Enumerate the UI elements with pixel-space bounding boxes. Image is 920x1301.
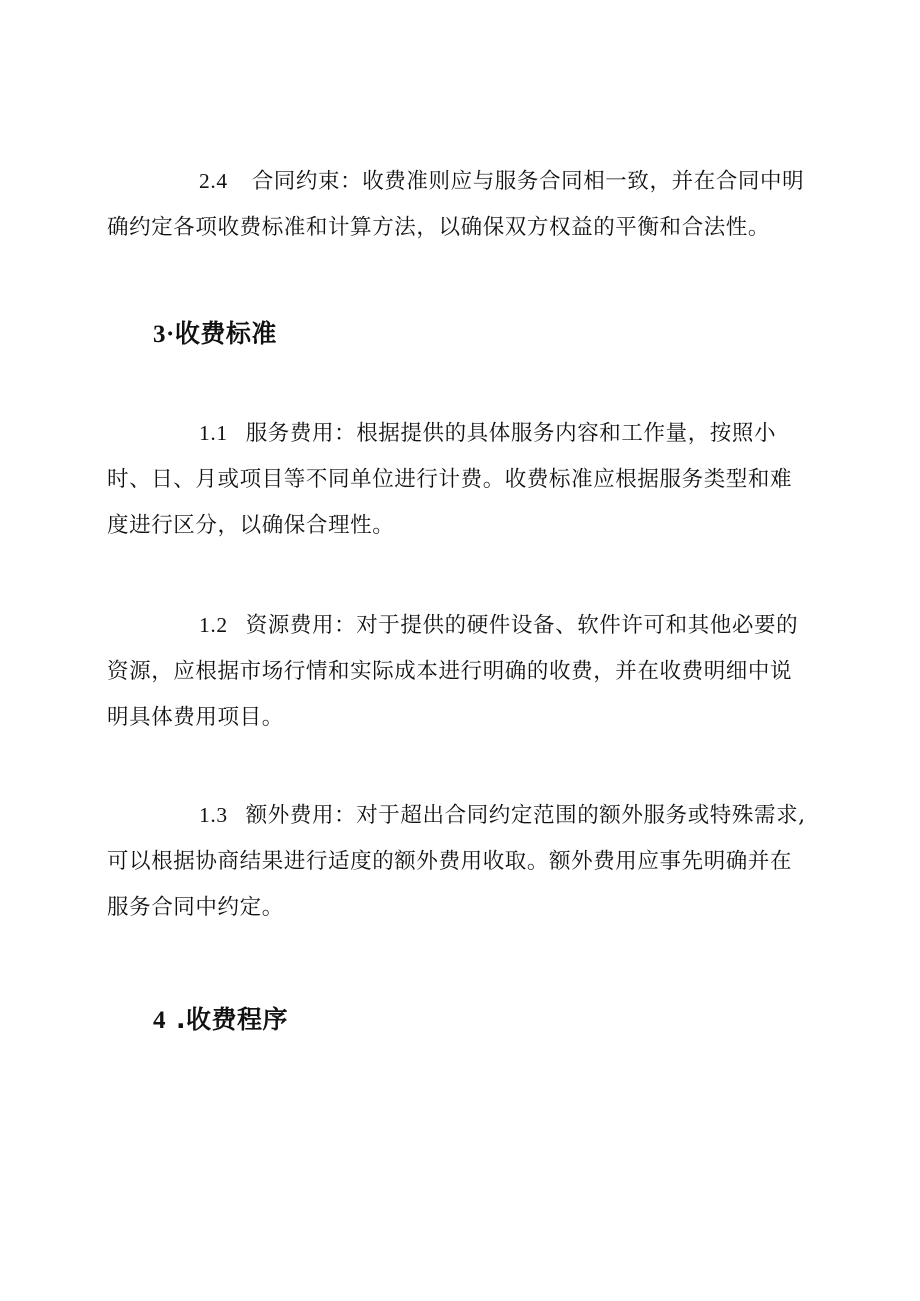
paragraph-number: 1.1 xyxy=(199,421,228,445)
paragraph-text: 服务费用：根据提供的具体服务内容和工作量，按照小时、日、月或项目等不同单位进行计费。收费标准应根据服务类型和难度进行区分，以确保合理性。 xyxy=(107,421,793,538)
paragraph-2-4 xyxy=(107,158,807,251)
heading-title: 收费标准 xyxy=(174,319,277,348)
heading-title: .收费程序 xyxy=(176,1005,288,1034)
paragraph-1-2 xyxy=(107,602,807,741)
paragraph-number: 2.4 xyxy=(199,169,228,193)
paragraph-number: 1.2 xyxy=(199,613,228,637)
paragraph-1-3 xyxy=(107,792,807,931)
paragraph-1-1 xyxy=(107,410,807,549)
section-heading-3 xyxy=(153,316,277,353)
heading-number: 3· xyxy=(153,321,175,348)
paragraph-number: 1.3 xyxy=(199,803,228,827)
paragraph-text: 合同约束：收费准则应与服务合同相一致，并在合同中明确约定各项收费标准和计算方法，以确保双方权益的平衡和合法性。 xyxy=(107,169,805,240)
paragraph-text: 资源费用：对于提供的硬件设备、软件许可和其他必要的资源，应根据市场行情和实际成本进行明确的收费，并在收费明细中说明具体费用项目。 xyxy=(107,613,799,730)
section-heading-4 xyxy=(153,1002,288,1039)
heading-number: 4 xyxy=(153,1007,166,1034)
paragraph-text: 额外费用：对于超出合同约定范围的额外服务或特殊需求,可以根据协商结果进行适度的额外费用收取。额外费用应事先明确并在服务合同中约定。 xyxy=(107,803,806,920)
